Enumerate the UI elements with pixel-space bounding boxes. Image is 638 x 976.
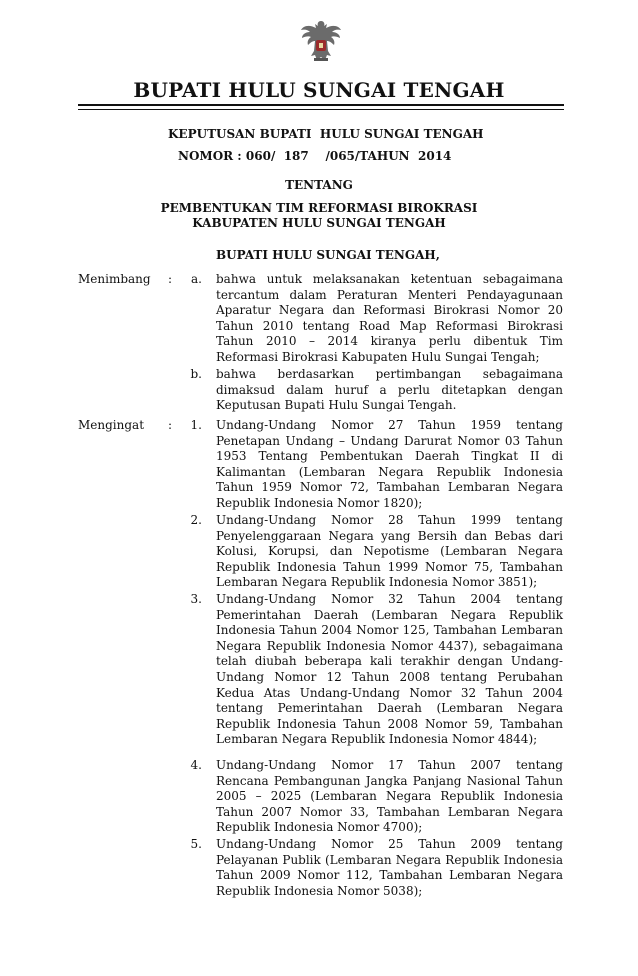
- mengingat-item-text: Undang-Undang Nomor 32 Tahun 2004 tentang Pemerintahan Daerah (Lembaran Negara Republik Indonesia Tahun 2004 Nomor 125, Tambahan Lembaran Negara Republik Indonesia Nomor 4437), sebagaimana telah diubah beberapa kali terakhir dengan Undang-Undang Nomor 12 Tahun 2008 tentang Perubahan Kedua Atas Undang-Undang Nomor 32 Tahun 2004 tentang Pemerintahan Daerah (Lembaran Negara Republik Indonesia Tahun 2008 Nomor 59, Tambahan Lembaran Negara Republik Indonesia Nomor 4844);: [216, 592, 563, 747]
- menimbang-item-mark: a.: [191, 272, 202, 286]
- title-double-rule-thin: [78, 109, 564, 110]
- page-title: BUPATI HULU SUNGAI TENGAH: [133, 78, 505, 102]
- mengingat-item-mark: 4.: [190, 758, 202, 772]
- mengingat-item-text: Undang-Undang Nomor 28 Tahun 1999 tentang Penyelenggaraan Negara yang Bersih dan Bebas dari Kolusi, Korupsi, dan Nepotisme (Lembaran Negara Republik Indonesia Tahun 1999 Nomor 75, Tambahan Lembaran Negara Republik Indonesia Nomor 3851);: [216, 513, 563, 590]
- decree-subject-line2: KABUPATEN HULU SUNGAI TENGAH: [192, 216, 446, 230]
- title-double-rule-thick: [78, 104, 564, 106]
- mengingat-colon: :: [168, 418, 173, 432]
- mengingat-item-mark: 5.: [190, 837, 202, 851]
- menimbang-item-mark: b.: [190, 367, 202, 381]
- menimbang-colon: :: [168, 272, 173, 286]
- mengingat-item-mark: 1.: [190, 418, 202, 432]
- menimbang-item-text: bahwa untuk melaksanakan ketentuan sebagaimana tercantum dalam Peraturan Menteri Pendayagunaan Aparatur Negara dan Reformasi Birokrasi Nomor 20 Tahun 2010 tentang Road Map Reformasi Birokrasi Tahun 2010 – 2014 kiranya perlu dibentuk Tim Reformasi Birokrasi Kabupaten Hulu Sungai Tengah;: [216, 272, 563, 364]
- mengingat-item-text: Undang-Undang Nomor 27 Tahun 1959 tentang Penetapan Undang – Undang Darurat Nomor 03 Tahun 1953 Tentang Pembentukan Daerah Tingkat II di Kalimantan (Lembaran Negara Republik Indonesia Tahun 1959 Nomor 72, Tambahan Lembaran Negara Republik Indonesia Nomor 1820);: [216, 418, 563, 510]
- menimbang-label: Menimbang: [78, 272, 151, 286]
- garuda-emblem-icon: [299, 18, 343, 64]
- menimbang-item-text: bahwa berdasarkan pertimbangan sebagaimana dimaksud dalam huruf a perlu ditetapkan dengan Keputusan Bupati Hulu Sungai Tengah.: [216, 367, 563, 413]
- mengingat-label: Mengingat: [78, 418, 145, 432]
- decree-tentang: TENTANG: [285, 178, 353, 192]
- mengingat-item-text: Undang-Undang Nomor 17 Tahun 2007 tentang Rencana Pembangunan Jangka Panjang Nasional Tahun 2005 – 2025 (Lembaran Negara Republik Indonesia Tahun 2007 Nomor 33, Tambahan Lembaran Negara Republik Indonesia Nomor 4700);: [216, 758, 563, 835]
- mengingat-item-mark: 2.: [190, 513, 202, 527]
- decree-title: KEPUTUSAN BUPATI HULU SUNGAI TENGAH: [168, 127, 484, 141]
- decree-number: NOMOR : 060/ 187 /065/TAHUN 2014: [178, 149, 452, 163]
- mengingat-item-text: Undang-Undang Nomor 25 Tahun 2009 tentang Pelayanan Publik (Lembaran Negara Republik Indonesia Tahun 2009 Nomor 112, Tambahan Lembaran Negara Republik Indonesia Nomor 5038);: [216, 837, 563, 898]
- decree-subject-line1: PEMBENTUKAN TIM REFORMASI BIROKRASI: [160, 201, 478, 215]
- mengingat-item-mark: 3.: [190, 592, 202, 606]
- decree-issuer: BUPATI HULU SUNGAI TENGAH,: [216, 248, 440, 262]
